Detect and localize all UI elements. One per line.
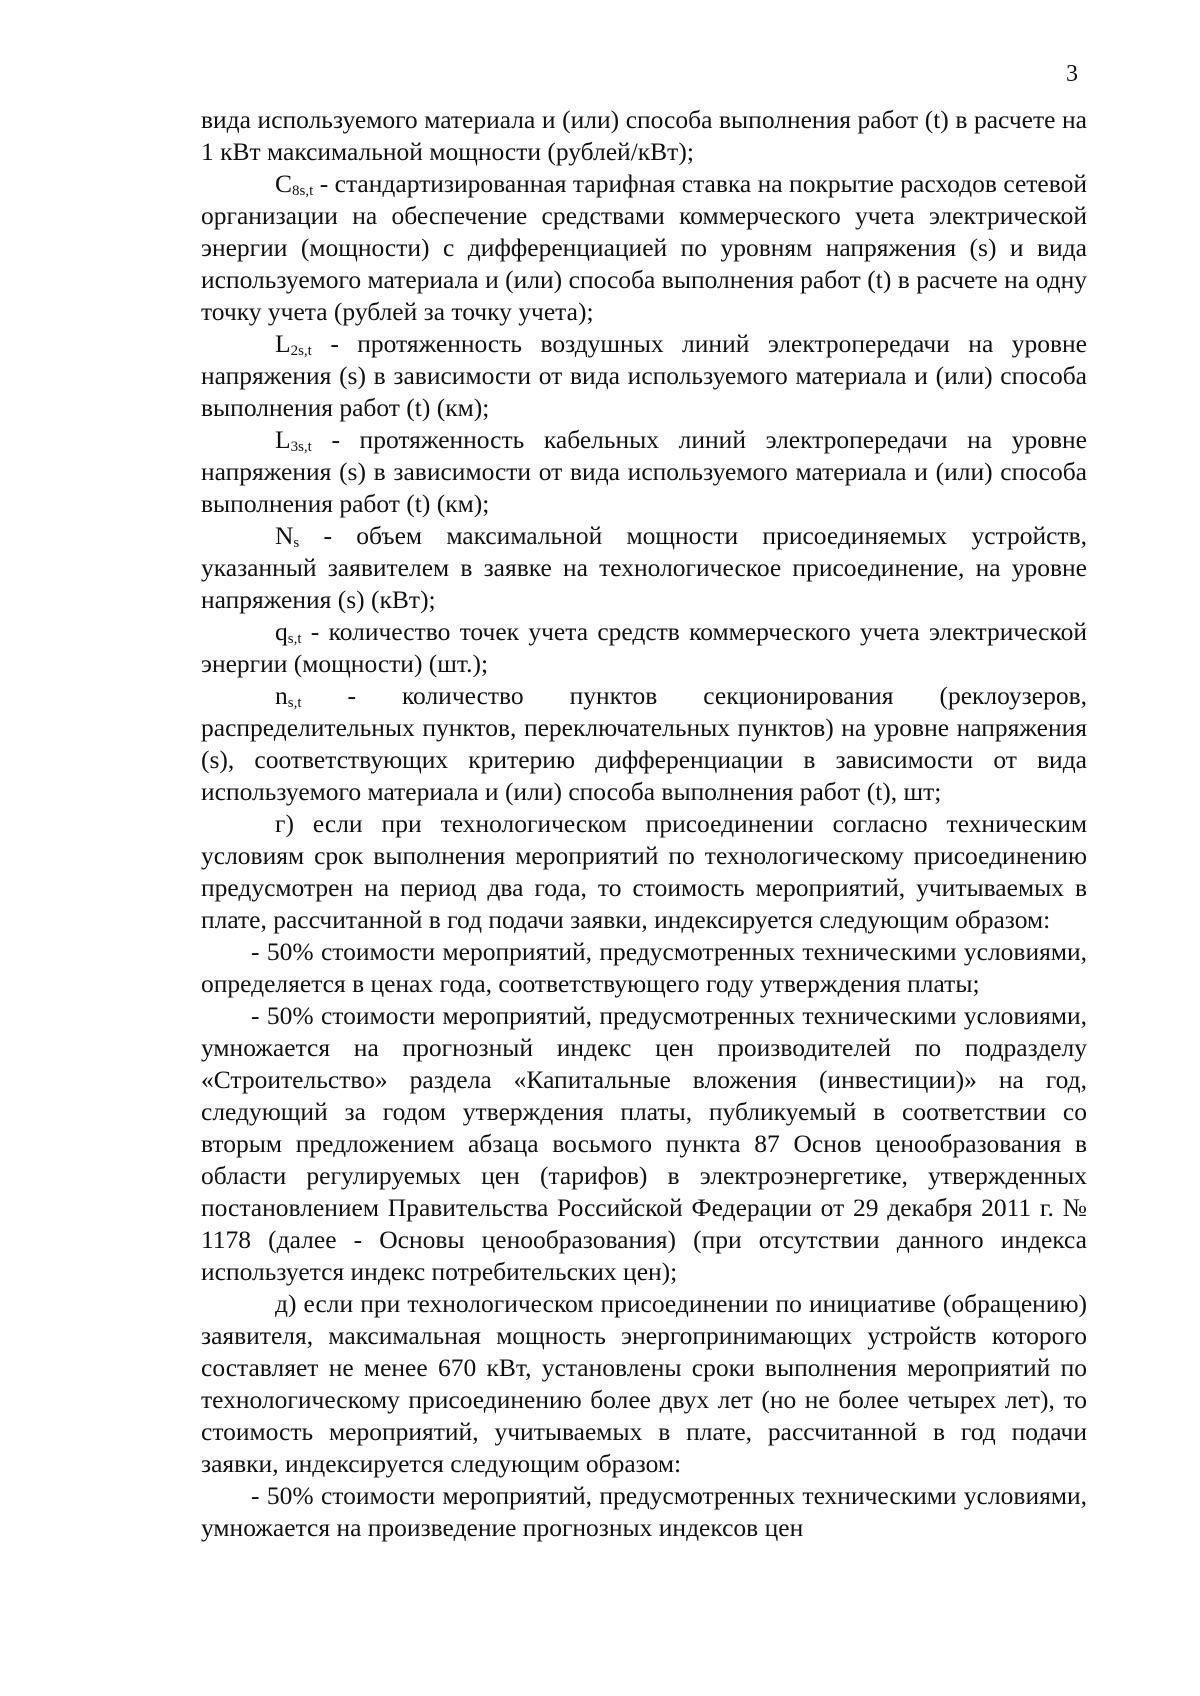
paragraph-text: д) если при технологическом присоединении по инициативе (обращению) заявителя, максимальная мощность энергопринимающих устройств которого составляет не менее 670 кВт, установлены сроки выполнения мероприятий по технологическому присоединению более двух лет (но не более четырех лет), то стоимость мероприятий, учитываемых в плате, рассчитанной в год подачи заявки, индексируется следующим образом: — [201, 1289, 1087, 1478]
formula-subscript: 8s,t — [292, 183, 314, 199]
clause-d-paragraph — [201, 1288, 1087, 1480]
formula-symbol: C — [275, 169, 293, 198]
paragraph-text: вида используемого материала и (или) способа выполнения работ (t) в расчете на 1 кВт максимальной мощности (рублей/кВт); — [201, 105, 1087, 166]
document-body — [201, 104, 1087, 1544]
formula-subscript: 2s,t — [290, 343, 312, 359]
definition-n-points-paragraph — [201, 680, 1087, 808]
page-number: 3 — [1066, 61, 1078, 87]
formula-subscript: 3s,t — [290, 439, 312, 455]
definition-c8-paragraph — [201, 168, 1087, 328]
definition-text: - количество пунктов секционирования (реклоузеров, распределительных пунктов, переключательных пунктов) на уровне напряжения (s), соответствующих критерию дифференциации в зависимости от вида используемого материала и (или) способа выполнения работ (t), шт; — [201, 681, 1087, 806]
formula-symbol: L — [275, 425, 291, 454]
paragraph-text: г) если при технологическом присоединении согласно техническим условиям срок выполнения мероприятий по технологическому присоединению предусмотрен на период два года, то стоимость мероприятий, учитываемых в плате, рассчитанной в год подачи заявки, индексируется следующим образом: — [201, 809, 1087, 934]
formula-symbol: L — [275, 329, 291, 358]
definition-l2-paragraph — [201, 328, 1087, 424]
definition-text: - стандартизированная тарифная ставка на покрытие расходов сетевой организации на обеспечение средствами коммерческого учета электрической энергии (мощности) с дифференциацией по уровням напряжения (s) и вида используемого материала и (или) способа выполнения работ (t) в расчете на одну точку учета (рублей за точку учета); — [201, 169, 1087, 326]
formula-symbol: n — [275, 681, 288, 710]
definition-n-paragraph — [201, 520, 1087, 616]
paragraph-text: - 50% стоимости мероприятий, предусмотренных техническими условиями, определяется в ценах года, соответствующего году утверждения платы; — [201, 937, 1087, 998]
paragraph-text: - 50% стоимости мероприятий, предусмотренных техническими условиями, умножается на прогнозный индекс цен производителей по подразделу «Строительство» раздела «Капитальные вложения (инвестиции)» на год, следующий за годом утверждения платы, публикуемый в соответствии со вторым предложением абзаца восьмого пункта 87 Основ ценообразования в области регулируемых цен (тарифов) в электроэнергетике, утвержденных постановлением Правительства Российской Федерации от 29 декабря 2011 г. № 1178 (далее - Основы ценообразования) (при отсутствии данного индекса используется индекс потребительских цен); — [201, 1001, 1087, 1286]
clause-g-paragraph — [201, 808, 1087, 936]
formula-subscript: s,t — [287, 695, 302, 711]
formula-symbol: N — [275, 521, 294, 550]
list-item-paragraph — [201, 936, 1087, 1000]
list-item-paragraph — [201, 1000, 1087, 1288]
paragraph-text: - 50% стоимости мероприятий, предусмотренных техническими условиями, умножается на произведение прогнозных индексов цен — [201, 1481, 1087, 1542]
definition-text: - протяженность кабельных линий электропередачи на уровне напряжения (s) в зависимости от вида используемого материала и (или) способа выполнения работ (t) (км); — [201, 425, 1087, 518]
definition-text: - количество точек учета средств коммерческого учета электрической энергии (мощности) (шт.); — [201, 617, 1087, 678]
definition-q-paragraph — [201, 616, 1087, 680]
formula-subscript: s,t — [287, 631, 302, 647]
formula-subscript: s — [293, 535, 300, 551]
list-item-paragraph — [201, 1480, 1087, 1544]
definition-text: - объем максимальной мощности присоединяемых устройств, указанный заявителем в заявке на технологическое присоединение, на уровне напряжения (s) (кВт); — [201, 521, 1087, 614]
formula-symbol: q — [275, 617, 288, 646]
definition-l3-paragraph — [201, 424, 1087, 520]
definition-text: - протяженность воздушных линий электропередачи на уровне напряжения (s) в зависимости от вида используемого материала и (или) способа выполнения работ (t) (км); — [201, 329, 1087, 422]
paragraph-continuation — [201, 104, 1087, 168]
